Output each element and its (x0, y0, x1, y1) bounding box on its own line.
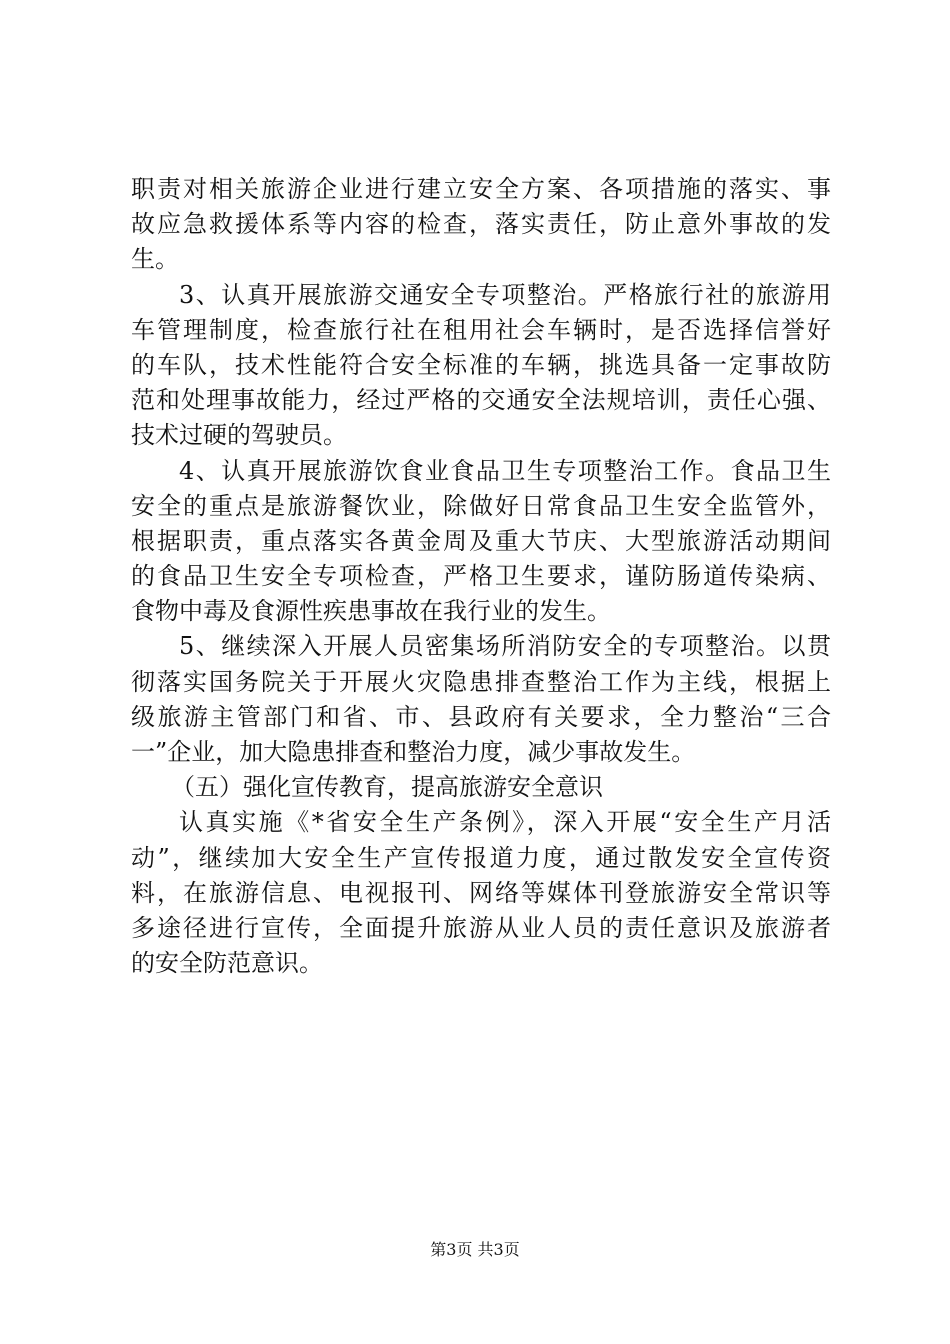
text-line: 的食品卫生安全专项检查，严格卫生要求，谨防肠道传染病、 (131, 562, 831, 591)
text-line: 多途径进行宣传，全面提升旅游从业人员的责任意识及旅游者 (131, 913, 831, 942)
text-line: 动”，继续加大安全生产宣传报道力度，通过散发安全宣传资 (131, 843, 831, 872)
text-line: 故应急救援体系等内容的检查，落实责任，防止意外事故的发 (131, 210, 831, 239)
page-number-footer: 第3页 共3页 (430, 1240, 520, 1259)
text-line: 5、继续深入开展人员密集场所消防安全的专项整治。以贯 (179, 632, 831, 661)
text-line: 范和处理事故能力，经过严格的交通安全法规培训，责任心强、 (131, 386, 831, 415)
text-line: 根据职责，重点落实各黄金周及重大节庆、大型旅游活动期间 (131, 526, 831, 555)
text-line: 安全的重点是旅游餐饮业，除做好日常食品卫生安全监管外， (131, 491, 831, 520)
text-line: 技术过硬的驾驶员。 (131, 421, 347, 450)
text-line: 4、认真开展旅游饮食业食品卫生专项整治工作。食品卫生 (179, 456, 831, 485)
text-line: 食物中毒及食源性疾患事故在我行业的发生。 (131, 597, 611, 626)
text-line: 职责对相关旅游企业进行建立安全方案、各项措施的落实、事 (131, 175, 831, 203)
section-heading: （五）强化宣传教育，提高旅游安全意识 (171, 773, 603, 802)
text-line: 车管理制度，检查旅行社在租用社会车辆时，是否选择信誉好 (131, 315, 831, 344)
text-line: 认真实施《*省安全生产条例》，深入开展“安全生产月活 (179, 808, 831, 837)
text-line: 彻落实国务院关于开展火灾隐患排查整治工作为主线，根据上 (131, 667, 831, 696)
text-line: 级旅游主管部门和省、市、县政府有关要求，全力整治“三合 (131, 702, 831, 731)
text-line: 料，在旅游信息、电视报刊、网络等媒体刊登旅游安全常识等 (131, 878, 831, 907)
text-line: 3、认真开展旅游交通安全专项整治。严格旅行社的旅游用 (179, 280, 831, 309)
document-body (131, 172, 831, 981)
text-line: 一”企业，加大隐患排查和整治力度，减少事故发生。 (131, 738, 696, 766)
text-line: 的安全防范意识。 (131, 949, 323, 978)
text-line: 生。 (131, 245, 179, 274)
text-line: 的车队，技术性能符合安全标准的车辆，挑选具备一定事故防 (131, 350, 831, 379)
